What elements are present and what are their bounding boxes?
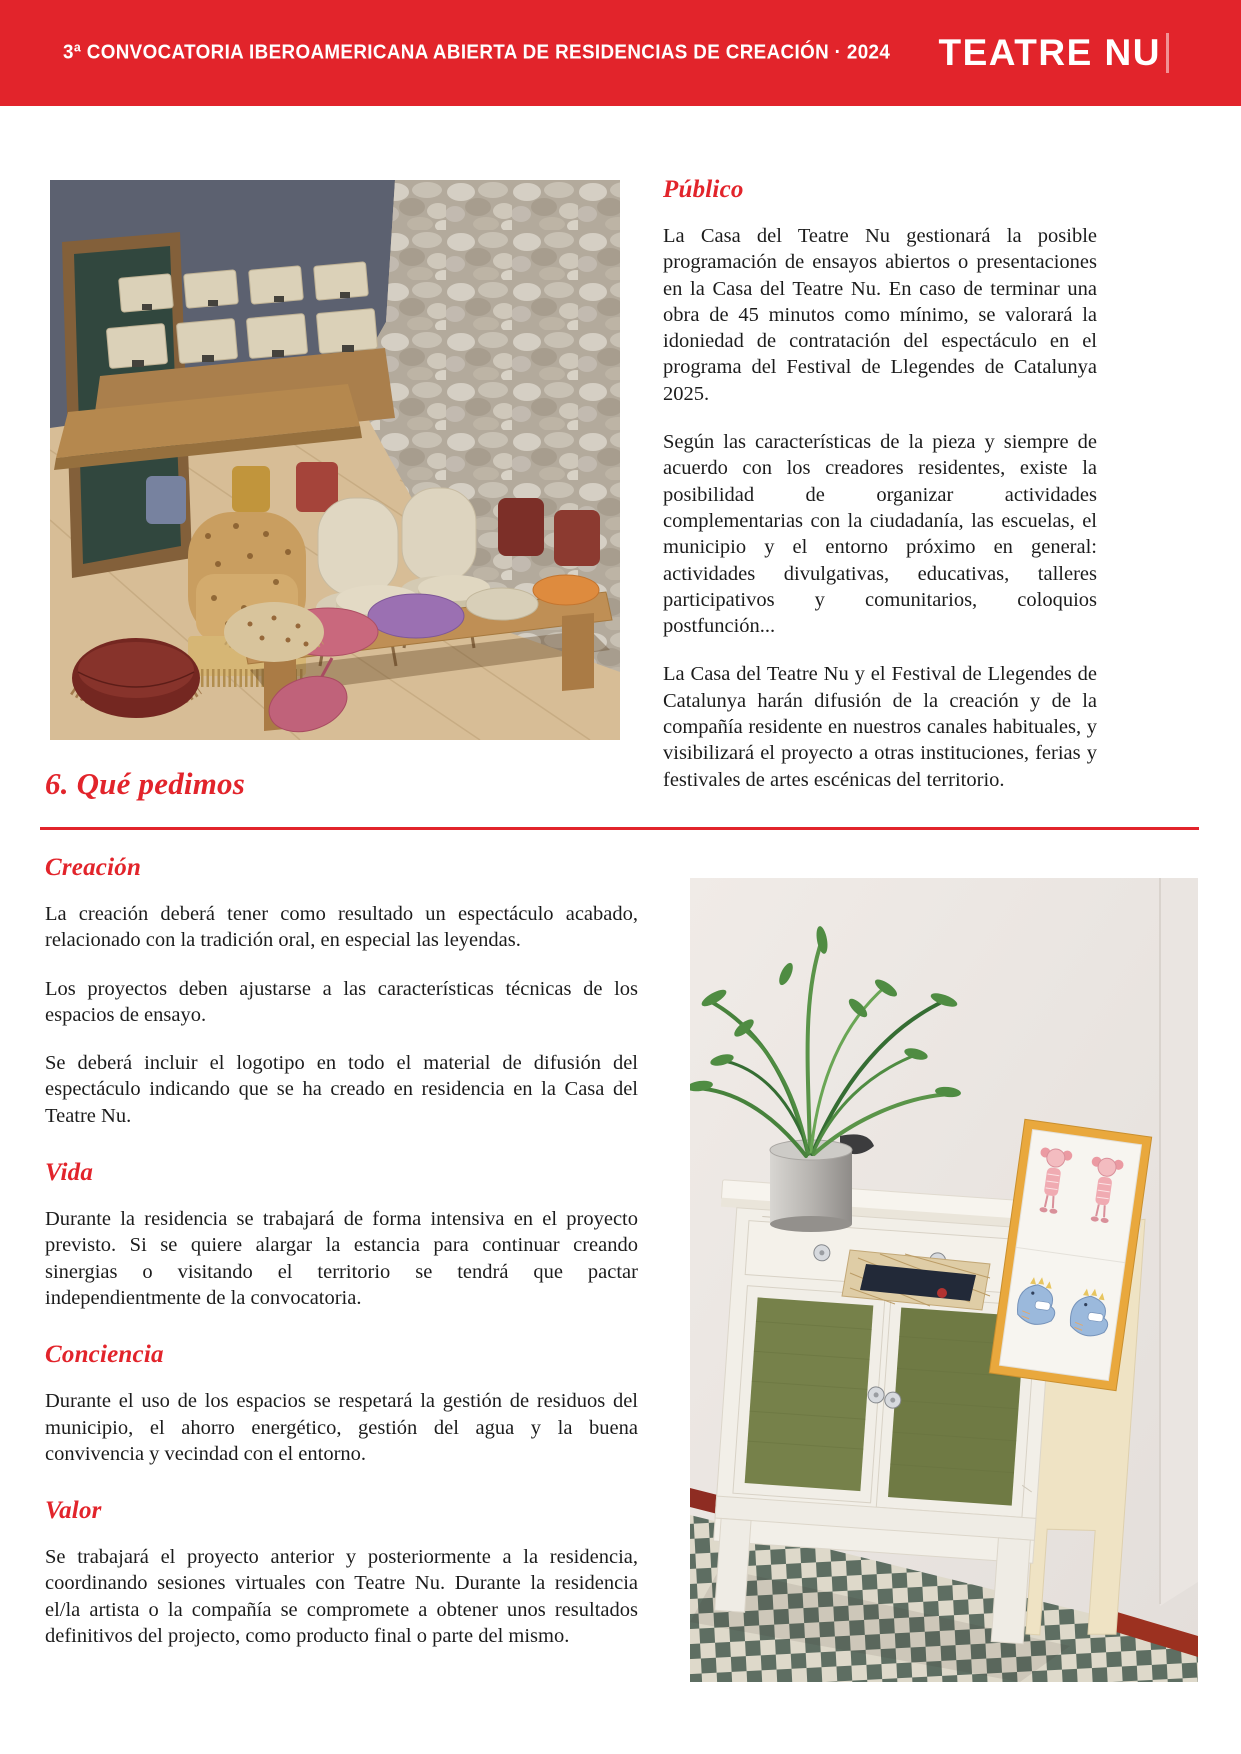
- photo-rehearsal-room-chairs: [50, 180, 620, 740]
- publico-paragraph-3: La Casa del Teatre Nu y el Festival de Llegendes de Catalunya harán difusión de la creación y de la compañía residente en nuestros canales habituales, y visibilizará el proyecto a otras instituciones, ferias y festivales de artes escénicas del territorio.: [663, 663, 1097, 791]
- header-bar: [0, 0, 1241, 106]
- teatre-nu-logo: [939, 32, 1169, 74]
- publico-paragraph-1: La Casa del Teatre Nu gestionará la posible programación de ensayos abiertos o presentaciones en la Casa del Teatre Nu. En caso de terminar una obra de 45 minutos como mínimo, se valorará la idoniedad de contratación del espectáculo en el programa del Festival de Llegendes de Catalunya 2025.: [663, 225, 1097, 405]
- vida-heading: Vida: [45, 1159, 94, 1187]
- vida-paragraph-1: Durante la residencia se trabajará de forma intensiva en el proyecto previsto. Si se quiere alargar la estancia para continuar creando sinergias o visitando el territorio se tendrá que pactar independientmente de la convocatoria.: [45, 1208, 638, 1309]
- publico-paragraph-2: Según las características de la pieza y siempre de acuerdo con los creadores residentes, existe la posibilidad de organizar actividades complementarias con la ciudadanía, las escuelas, el municipio y el entorno próximo en general: actividades divulgativas, educativas, talleres participativos y comunitarios, coloquios postfunción...: [663, 431, 1097, 638]
- creacion-paragraph-2: Los proyectos deben ajustarse a las características técnicas de los espacios de ensayo.: [45, 977, 638, 1026]
- logo-cursor-mark: [1166, 33, 1169, 73]
- logo-text: TEATRE NU: [938, 32, 1161, 73]
- header-title: 3ª CONVOCATORIA IBEROAMERICANA ABIERTA DE RESIDENCIAS DE CREACIÓN · 2024: [63, 41, 891, 64]
- conciencia-heading: Conciencia: [45, 1341, 164, 1369]
- publico-section: [663, 176, 1097, 815]
- que-pedimos-heading: 6. Qué pedimos: [45, 766, 245, 801]
- que-pedimos-body: [45, 854, 638, 1671]
- conciencia-paragraph-1: Durante el uso de los espacios se respetará la gestión de residuos del municipio, el ahorro energético, gestión del agua y la buena convivencia y vecindad con el entorno.: [45, 1390, 638, 1465]
- creacion-paragraph-1: La creación deberá tener como resultado un espectáculo acabado, relacionado con la tradición oral, en especial las leyendas.: [45, 903, 638, 952]
- creacion-paragraph-3: Se deberá incluir el logotipo en todo el material de difusión del espectáculo indicando que se ha creado en residencia en la Casa del Teatre Nu.: [45, 1052, 638, 1127]
- photo-sideboard-plant-frame: [690, 878, 1198, 1682]
- valor-heading: Valor: [45, 1497, 102, 1525]
- red-divider-rule: [40, 827, 1199, 830]
- creacion-heading: Creación: [45, 854, 142, 881]
- publico-heading: Público: [663, 176, 744, 203]
- valor-paragraph-1: Se trabajará el proyecto anterior y posteriormente a la residencia, coordinando sesiones virtuales con Teatre Nu. Durante la residencia el/la artista o la compañía se compromete a obtener unos resultados definitivos del projecto, como producto final o parte del mismo.: [45, 1546, 638, 1648]
